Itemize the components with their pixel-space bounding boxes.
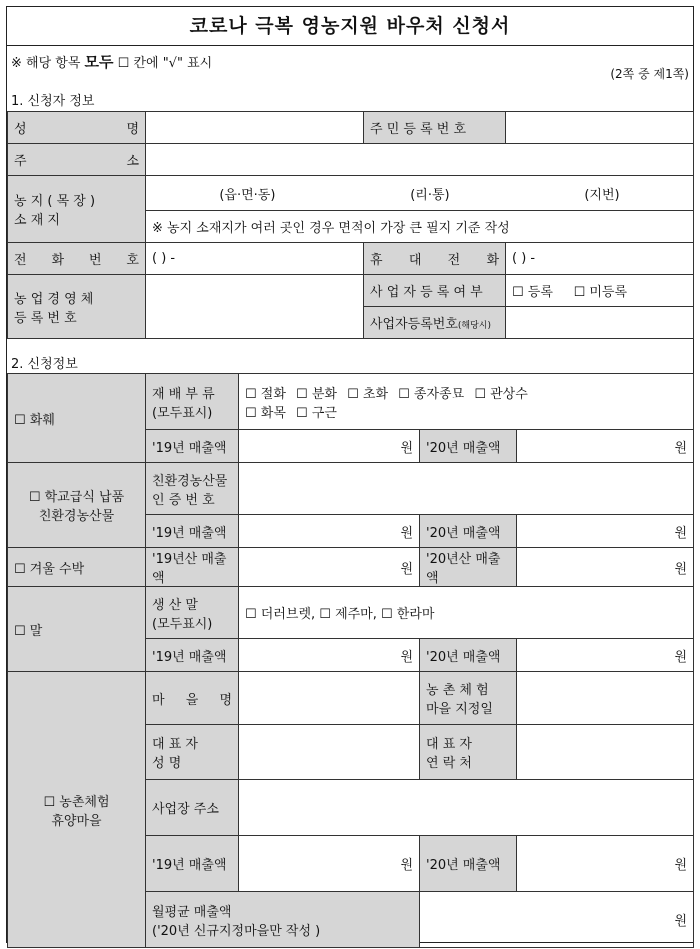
applicant-table — [7, 111, 694, 339]
flower-checkbox[interactable]: ☐ 화훼 — [14, 412, 55, 428]
horse-breed-label-2: (모두표시) — [152, 616, 213, 632]
rep-name-1: 대 표 자 — [152, 737, 198, 752]
biz-no-field[interactable] — [506, 307, 694, 339]
flower-type-options — [239, 374, 694, 430]
village-sales19-field[interactable]: 원 — [239, 836, 420, 892]
school-sales20-label: '20년 매출액 — [420, 515, 517, 548]
school-cert-label-1: 친환경농산물 — [152, 473, 228, 489]
address-label — [8, 144, 146, 176]
rep-contact-label — [420, 725, 517, 780]
form-title: 코로나 극복 영농지원 바우처 신청서 — [7, 7, 693, 46]
application-form — [6, 6, 694, 943]
opt-cut-flower[interactable]: ☐ 절화 — [245, 386, 286, 402]
flower-sales20-label: '20년 매출액 — [420, 430, 517, 463]
village-designated-2: 마을 지정일 — [426, 702, 493, 717]
biz-no-label — [364, 307, 506, 339]
horse-sales20-field[interactable]: 원 — [517, 639, 694, 672]
school-sales19-field[interactable]: 원 — [239, 515, 420, 548]
unregistered-checkbox[interactable]: ☐ 미등록 — [573, 285, 628, 300]
address-field[interactable] — [146, 144, 694, 176]
biz-label — [8, 275, 146, 339]
opt-herb[interactable]: ☐ 초화 — [347, 386, 388, 402]
village-sales20-field[interactable]: 원 — [517, 836, 694, 892]
village-checkbox[interactable]: ☐ 농촌체험 — [43, 794, 110, 810]
farmland-note: ※ 농지 소재지가 여러 곳인 경우 면적이 가장 큰 필지 기준 작성 — [146, 211, 694, 243]
watermelon-checkbox[interactable]: ☐ 겨울 수박 — [14, 561, 85, 577]
biz-addr-field[interactable] — [239, 780, 694, 836]
biz-reg-options — [506, 275, 694, 307]
watermelon-sales20-field[interactable]: 원 — [517, 548, 694, 587]
watermelon-sales19-field[interactable]: 원 — [239, 548, 420, 587]
note-prefix: ※ 해당 항목 — [11, 56, 81, 71]
rep-contact-1: 대 표 자 — [426, 737, 472, 752]
biz-field[interactable] — [146, 275, 364, 339]
village-designated-label — [420, 672, 517, 725]
address-label-text: 주 소 — [14, 154, 139, 169]
monthly-sales-2: ('20년 신규지정마을만 작성 ) — [152, 923, 321, 939]
phone-field[interactable]: ( ) - — [146, 243, 364, 275]
school-sales19-label: '19년 매출액 — [146, 515, 239, 548]
monthly-sales-1: 월평균 매출액 — [152, 904, 232, 920]
mobile-label-text: 휴 대 전 화 — [370, 253, 499, 268]
note-bold: 모두 — [84, 53, 114, 71]
horse-breed-label — [146, 587, 239, 639]
mobile-field[interactable]: ( ) - — [506, 243, 694, 275]
addr-jibun: (지번) — [584, 187, 620, 203]
biz-label-2: 등 록 번 호 — [14, 310, 77, 326]
school-checkbox[interactable]: ☐ 학교급식 납품 — [28, 490, 125, 505]
addr-ri: (리·통) — [410, 187, 450, 203]
horse-sales19-field[interactable]: 원 — [239, 639, 420, 672]
flower-sales19-label: '19년 매출액 — [146, 430, 239, 463]
application-table — [7, 373, 694, 948]
school-category — [8, 463, 146, 548]
rrn-label: 주 민 등 록 번 호 — [364, 112, 506, 144]
rep-name-field[interactable] — [239, 725, 420, 780]
village-designated-field[interactable] — [517, 672, 694, 725]
mobile-label — [364, 243, 506, 275]
school-sales20-field[interactable]: 원 — [517, 515, 694, 548]
flower-category — [8, 374, 146, 463]
horse-sales19-label: '19년 매출액 — [146, 639, 239, 672]
addr-eup: (읍·면·동) — [219, 187, 276, 203]
page-info: (2쪽 중 제1쪽) — [610, 67, 689, 81]
flower-type-label-2: (모두표시) — [152, 405, 213, 421]
horse-checkbox[interactable]: ☐ 말 — [14, 623, 43, 639]
opt-potted[interactable]: ☐ 분화 — [296, 386, 337, 402]
opt-flowering-tree[interactable]: ☐ 화목 — [245, 405, 286, 421]
rep-contact-field[interactable] — [517, 725, 694, 780]
rrn-field[interactable] — [506, 112, 694, 144]
rep-name-2: 성 명 — [152, 756, 182, 771]
school-cert-field[interactable] — [239, 463, 694, 515]
rep-contact-2: 연 락 처 — [426, 756, 472, 771]
phone-label-text: 전 화 번 호 — [14, 253, 139, 268]
village-label-2: 휴양마을 — [51, 813, 102, 829]
biz-no-label-text: 사업자등록번호 — [370, 317, 458, 332]
horse-sales20-label: '20년 매출액 — [420, 639, 517, 672]
biz-no-small: (해당시) — [457, 321, 492, 331]
village-sales20-label: '20년 매출액 — [420, 836, 517, 892]
village-name-label — [146, 672, 239, 725]
village-name-label-text: 마 을 명 — [152, 692, 232, 708]
farmland-address-field[interactable] — [146, 176, 694, 211]
horse-breed-label-1: 생 산 말 — [152, 597, 198, 613]
horse-category — [8, 587, 146, 672]
village-name-field[interactable] — [239, 672, 420, 725]
registered-checkbox[interactable]: ☐ 등록 — [512, 285, 553, 300]
name-label — [8, 112, 146, 144]
farmland-label — [8, 176, 146, 243]
flower-sales19-field[interactable]: 원 — [239, 430, 420, 463]
school-cert-label-2: 인 증 번 호 — [152, 492, 215, 508]
monthly-sales-field[interactable]: 원 — [420, 892, 694, 948]
name-label-text: 성 명 — [14, 122, 139, 137]
horse-breed-options[interactable]: ☐ 더러브렛, ☐ 제주마, ☐ 한라마 — [239, 587, 694, 639]
village-category — [8, 672, 146, 948]
name-field[interactable] — [146, 112, 364, 144]
village-designated-1: 농 촌 체 험 — [426, 683, 489, 698]
instruction-note — [11, 51, 212, 72]
village-sales19-label: '19년 매출액 — [146, 836, 239, 892]
farmland-label-2: 소 재 지 — [14, 213, 60, 228]
biz-addr-label: 사업장 주소 — [146, 780, 239, 836]
monthly-sales-label — [146, 892, 420, 948]
school-label-2: 친환경농산물 — [38, 509, 115, 524]
note-suffix: ☐ 칸에 "√" 표시 — [117, 56, 213, 71]
rep-name-label — [146, 725, 239, 780]
flower-sales20-field[interactable]: 원 — [517, 430, 694, 463]
opt-ornamental-tree[interactable]: ☐ 관상수 — [474, 386, 528, 402]
opt-bulb[interactable]: ☐ 구근 — [296, 405, 337, 421]
biz-label-1: 농 업 경 영 체 — [14, 291, 94, 307]
watermelon-category — [8, 548, 146, 587]
watermelon-sales19-label: '19년산 매출액 — [146, 548, 239, 587]
opt-seed[interactable]: ☐ 종자종묘 — [398, 386, 465, 402]
section-applicant-heading: 1. 신청자 정보 — [11, 94, 95, 109]
flower-type-label — [146, 374, 239, 430]
farmland-label-1: 농 지 ( 목 장 ) — [14, 194, 96, 209]
biz-reg-question: 사 업 자 등 록 여 부 — [364, 275, 506, 307]
school-cert-label — [146, 463, 239, 515]
watermelon-sales20-label: '20년산 매출액 — [420, 548, 517, 587]
section-application-heading: 2. 신청정보 — [11, 357, 78, 372]
phone-label — [8, 243, 146, 275]
flower-type-label-1: 재 배 부 류 — [152, 386, 215, 402]
